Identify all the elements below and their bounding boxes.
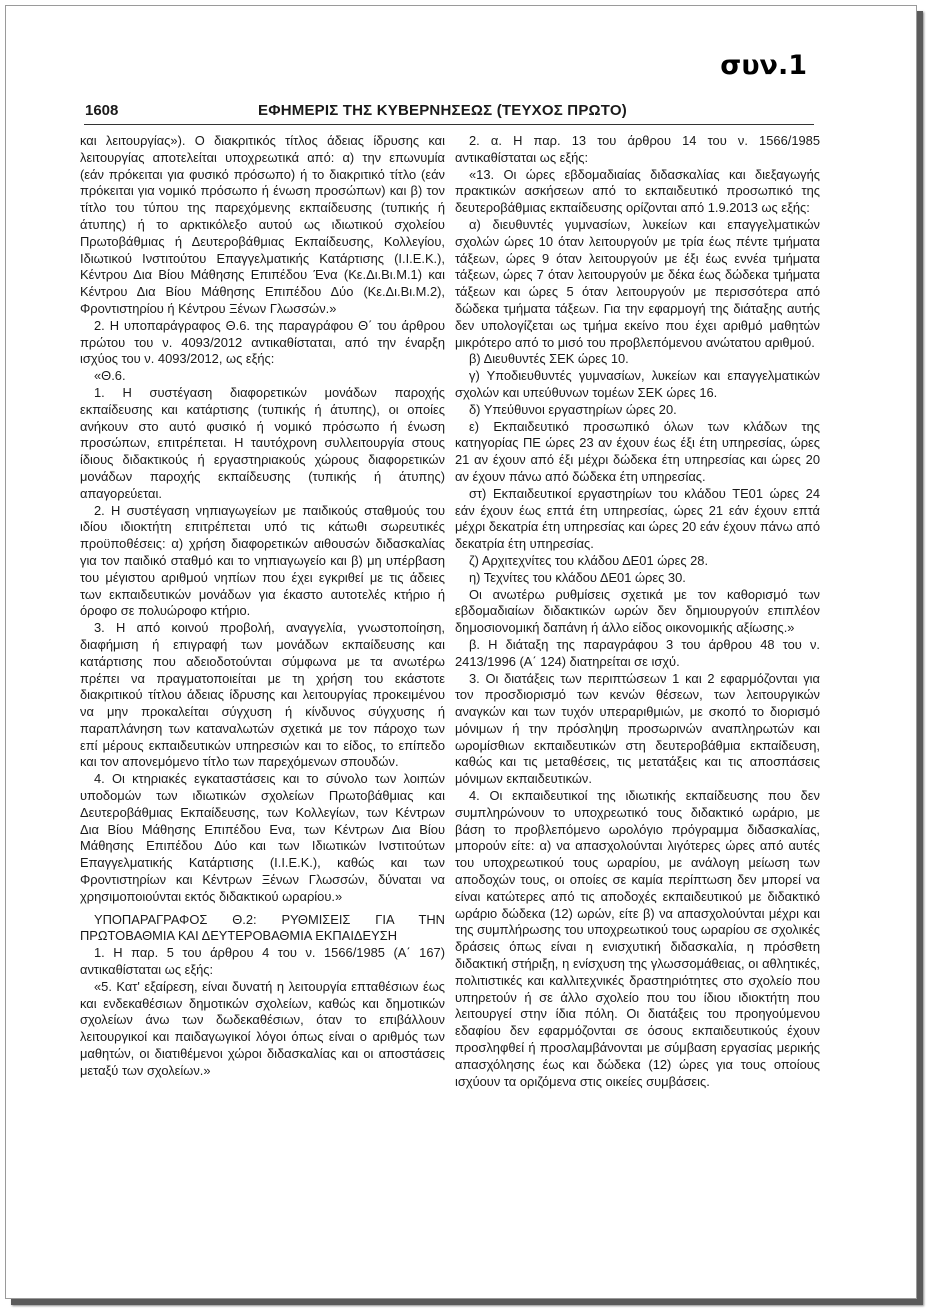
running-title: ΕΦΗΜΕΡΙΣ ΤΗΣ ΚΥΒΕΡΝΗΣΕΩΣ (ΤΕΥΧΟΣ ΠΡΩΤΟ) [258, 102, 627, 119]
paragraph: 4. Οι κτηριακές εγκαταστάσεις και το σύνολο των λοιπών υποδομών των ιδιωτικών σχολείων Πρωτοβάθμιας και Δευτεροβάθμιας Εκπαίδευσης, των Κολλεγίων, των Κέντρων Δια Βίου Μάθησης Επιπέδου Ενα, των Κέντρων Δια Βίου Μάθησης Επιπέδου Δύο και των Ιδιωτικών Ινστιτούτων Επαγγελματικής Κατάρτισης (Ι.Ι.Ε.Κ.), καθώς και των Φροντιστηρίων και Κέντρων Ξένων Γλωσσών, δύναται να χρησιμοποιούνται εκτός διδακτικού ωραρίου.» [80, 771, 445, 904]
list-item: α) διευθυντές γυμνασίων, λυκείων και επαγγελματικών σχολών ώρες 10 όταν λειτουργούν με τρία έως πέντε τμήματα τάξεων, ώρες 9 όταν λειτουργούν με έξι έως εννέα τμήματα τάξεων, ώρες 7 όταν λειτουργούν με δέκα έως δώδεκα τμήματα τάξεων και ώρες 5 όταν λειτουργούν με περισσότερα από δώδεκα τμήματα τάξεων. Για την εφαρμογή της διάταξης αυτής δεν υπολογίζεται ως τμήμα εκείνο που έχει αριθμό μαθητών μικρότερο από το μισό του προβλεπόμενου ανώτατου αριθμού. [455, 216, 820, 350]
paragraph: β. Η διάταξη της παραγράφου 3 του άρθρου 48 του ν. 2413/1996 (Α΄ 124) διατηρείται σε ισχύ. [455, 636, 820, 669]
list-item: ζ) Αρχιτεχνίτες του κλάδου ΔΕ01 ώρες 28. [469, 552, 709, 568]
page-number: 1608 [85, 102, 119, 119]
paragraph: 1. Η παρ. 5 του άρθρου 4 του ν. 1566/1985 (Α΄ 167) αντικαθίσταται ως εξής: [80, 945, 445, 978]
annex-stamp: συν.1 [720, 50, 807, 81]
paragraph: και λειτουργίας»). Ο διακριτικός τίτλος άδειας ίδρυσης και λειτουργίας αποτελείται υποχρεωτικά από: α) την επωνυμία (εάν πρόκειται για φυσικό πρόσωπο) ή το διακριτικό τίτλο (εάν πρόκειται για νομικό πρόσωπο ή ένωση προσώπων) και β) τον τίτλο του τύπου της παρεχόμενης εκπαίδευσης (τυπικής ή άτυπης) ή το αρκτικόλεξο αυτού ως ιδιωτικού σχολείου Πρωτοβάθμιας ή Δευτεροβάθμιας Εκπαίδευσης, Κολλεγίου, Ιδιωτικού Ινστιτούτου Επαγγελματικής Κατάρτισης (Ι.Ι.Ε.Κ.), Κέντρου Δια Βίου Μάθησης Επιπέδου Ένα (Κε.Δι.Βι.Μ.1) και Κέντρου Δια Βίου Μάθησης Επιπέδου Δύο (Κε.Δι.Βι.Μ.2), Φροντιστηρίου ή Κέντρου Ξένων Γλωσσών.» [80, 133, 445, 316]
list-item: η) Τεχνίτες του κλάδου ΔΕ01 ώρες 30. [469, 569, 686, 585]
list-item: γ) Υποδιευθυντές γυμνασίων, λυκείων και επαγγελματικών σχολών και υπεύθυνων τομέων ΣΕΚ ώρες 16. [455, 368, 820, 400]
paragraph: «13. Οι ώρες εβδομαδιαίας διδασκαλίας και διεξαγωγής πρακτικών ασκήσεων από το εκπαιδευτικό προσωπικό της δευτεροβάθμιας εκπαίδευσης ορίζονται από 1.9.2013 ως εξής: [455, 166, 820, 216]
paragraph: Οι ανωτέρω ρυθμίσεις σχετικά με τον καθορισμό των εβδομαδιαίων διδακτικών ωρών δεν δημιουργούν επιπλέον δημοσιονομική δαπάνη ή άλλο είδος οικονομικής αξίωσης.» [455, 586, 820, 636]
paragraph: «5. Κατ' εξαίρεση, είναι δυνατή η λειτουργία επταθέσιων έως και ενδεκαθέσιων δημοτικών σχολείων, καθώς και δημοτικών σχολείων άνω των δωδεκαθέσιων, όταν το επιβάλλουν λειτουργικοί και παιδαγωγικοί λόγοι όπως είναι ο αριθμός των μαθητών, οι διατιθέμενοι χώροι διδασκαλίας και οι αποστάσεις μεταξύ των σχολείων.» [80, 978, 445, 1078]
paragraph: 2. Η συστέγαση νηπιαγωγείων με παιδικούς σταθμούς του ιδίου ιδιοκτήτη επιτρέπεται υπό τις κάτωθι σωρευτικές προϋποθέσεις: α) χρήση διαφορετικών αιθουσών διδασκαλίας για τον παιδικό σταθμό και το νηπιαγωγείο και β) μη υπέρβαση του μέγιστου αριθμού νηπίων που έχει εγκριθεί με τις άδειες των εκπαιδευτικών μονάδων για έκαστο αυτοτελές κτήριο ή όροφο σε πολυώροφο κτήριο. [80, 502, 445, 619]
paragraph: 3. Η από κοινού προβολή, αναγγελία, γνωστοποίηση, διαφήμιση ή επιγραφή των μονάδων εκπαίδευσης και κατάρτισης που αδειοδοτούνται σύμφωνα με τα ανωτέρω πρέπει να πραγματοποιείται με τη χρήση του εκάστοτε διακριτικού τίτλου άδειας ίδρυσης και λειτουργίας προκειμένου να μην προκαλείται σύγχυση ή κίνδυνος σύγχυσης ή παραπλάνηση των καταναλωτών σχετικά με τον πάροχο των επί μέρους εκπαιδευτικών υπηρεσιών και το είδος, το επίπεδο και τον απονεμόμενο τίτλο των παρεχόμενων σπουδών. [80, 620, 445, 770]
list-item: ε) Εκπαιδευτικό προσωπικό όλων των κλάδων της κατηγορίας ΠΕ ώρες 23 αν έχουν έως έξι έτη υπηρεσίας, ώρες 21 αν έχουν από έξι μέχρι δώδεκα έτη υπηρεσίας και ώρες 20 αν έχουν πάνω από δώδεκα έτη υπηρεσίας. [455, 418, 820, 484]
header-rule [84, 124, 814, 125]
section-heading: ΥΠΟΠΑΡΑΓΡΑΦΟΣ Θ.2: ΡΥΘΜΙΣΕΙΣ ΓΙΑ ΤΗΝ ΠΡΩΤΟΒΑΘΜΙΑ ΚΑΙ ΔΕΥΤΕΡΟΒΑΘΜΙΑ ΕΚΠΑΙΔΕΥΣΗ [80, 911, 445, 944]
left-column [80, 133, 445, 1080]
paragraph: 4. Οι εκπαιδευτικοί της ιδιωτικής εκπαίδευσης που δεν συμπληρώνουν το υποχρεωτικό τους διδακτικό ωράριο, με βάση το προβλεπόμενο ωρολόγιο πρόγραμμα διδασκαλίας, μπορούν είτε: α) να απασχολούνται λιγότερες ώρες από αυτές του υποχρεωτικού τους ωραρίου, με ανάλογη μείωση των αποδοχών τους, οι οποίες σε καμία περίπτωση δεν μπορεί να είναι κατώτερες από τις αποδοχές εκπαιδευτικού με διδακτικό ωράριο δώδεκα (12) ωρών, είτε β) να απασχολούνται μέχρι και της συμπλήρωσης του υποχρεωτικού τους ωραρίου σε σχολικές δράσεις όπως είναι η ενισχυτική διδασκαλία, η πρόσθετη διδακτική στήριξη, η ενίσχυση της γλωσσομάθειας, οι αθλητικές, πολιτιστικές και καλλιτεχνικές δραστηριότητες στο σχολείο που υπηρετούν ή σε άλλο σχολείο που του ίδιου ιδιοκτήτη που λειτουργεί στην ίδια πόλη. Οι διατάξεις του προηγούμενου εδαφίου δεν εφαρμόζονται σε όσους εκπαιδευτικούς έχουν προσληφθεί ή προσλαμβάνονται με σύμβαση εργασίας μερικής απασχόλησης έως και δώδεκα (12) ώρες για τους οποίους ισχύουν τα οριζόμενα στις οικείες συμβάσεις. [455, 788, 820, 1089]
paragraph: 2. Η υποπαράγραφος Θ.6. της παραγράφου Θ΄ του άρθρου πρώτου του ν. 4093/2012 αντικαθίσταται, από την έναρξη ισχύος του ν. 4093/2012, ως εξής: [80, 317, 445, 367]
paragraph: 1. Η συστέγαση διαφορετικών μονάδων παροχής εκπαίδευσης και κατάρτισης (τυπικής ή άτυπης), οι οποίες ανήκουν στο αυτό φυσικό ή νομικό πρόσωπο ή ένωση προσώπων, επιτρέπεται. Η ταυτόχρονη συλλειτουργία στους ίδιους διδακτικούς ή εργαστηριακούς χώρους διαφορετικών μονάδων παροχής εκπαίδευσης (τυπικής ή άτυπης) απαγορεύεται. [80, 384, 445, 501]
paragraph: 2. α. Η παρ. 13 του άρθρου 14 του ν. 1566/1985 αντικαθίσταται ως εξής: [455, 133, 820, 165]
list-item: β) Διευθυντές ΣΕΚ ώρες 10. [469, 351, 629, 367]
paragraph: 3. Οι διατάξεις των περιπτώσεων 1 και 2 εφαρμόζονται για τον προσδιορισμό των κενών θέσεων, των λειτουργικών αναγκών και των τυχόν υπεραριθμιών, με σκοπό το διορισμό μόνιμων ή την πρόσληψη προσωρινών αναπληρωτών και ωρομίσθιων εκπαιδευτικών στη δευτεροβάθμια εκπαίδευση, καθώς και τις μεταθέσεις, τις μετατάξεις και τις αποσπάσεις μόνιμων εκπαιδευτικών. [455, 670, 820, 787]
paragraph: «Θ.6. [94, 368, 126, 384]
right-column [455, 133, 820, 1090]
list-item: στ) Εκπαιδευτικοί εργαστηρίων του κλάδου ΤΕ01 ώρες 24 εάν έχουν έως επτά έτη υπηρεσίας, ώρες 21 εάν έχουν επτά μέχρι δεκατρία έτη υπηρεσίας και ώρες 20 εάν έχουν πάνω από δεκατρία έτη υπηρεσίας. [455, 485, 820, 552]
list-item: δ) Υπεύθυνοι εργαστηρίων ώρες 20. [469, 401, 677, 417]
